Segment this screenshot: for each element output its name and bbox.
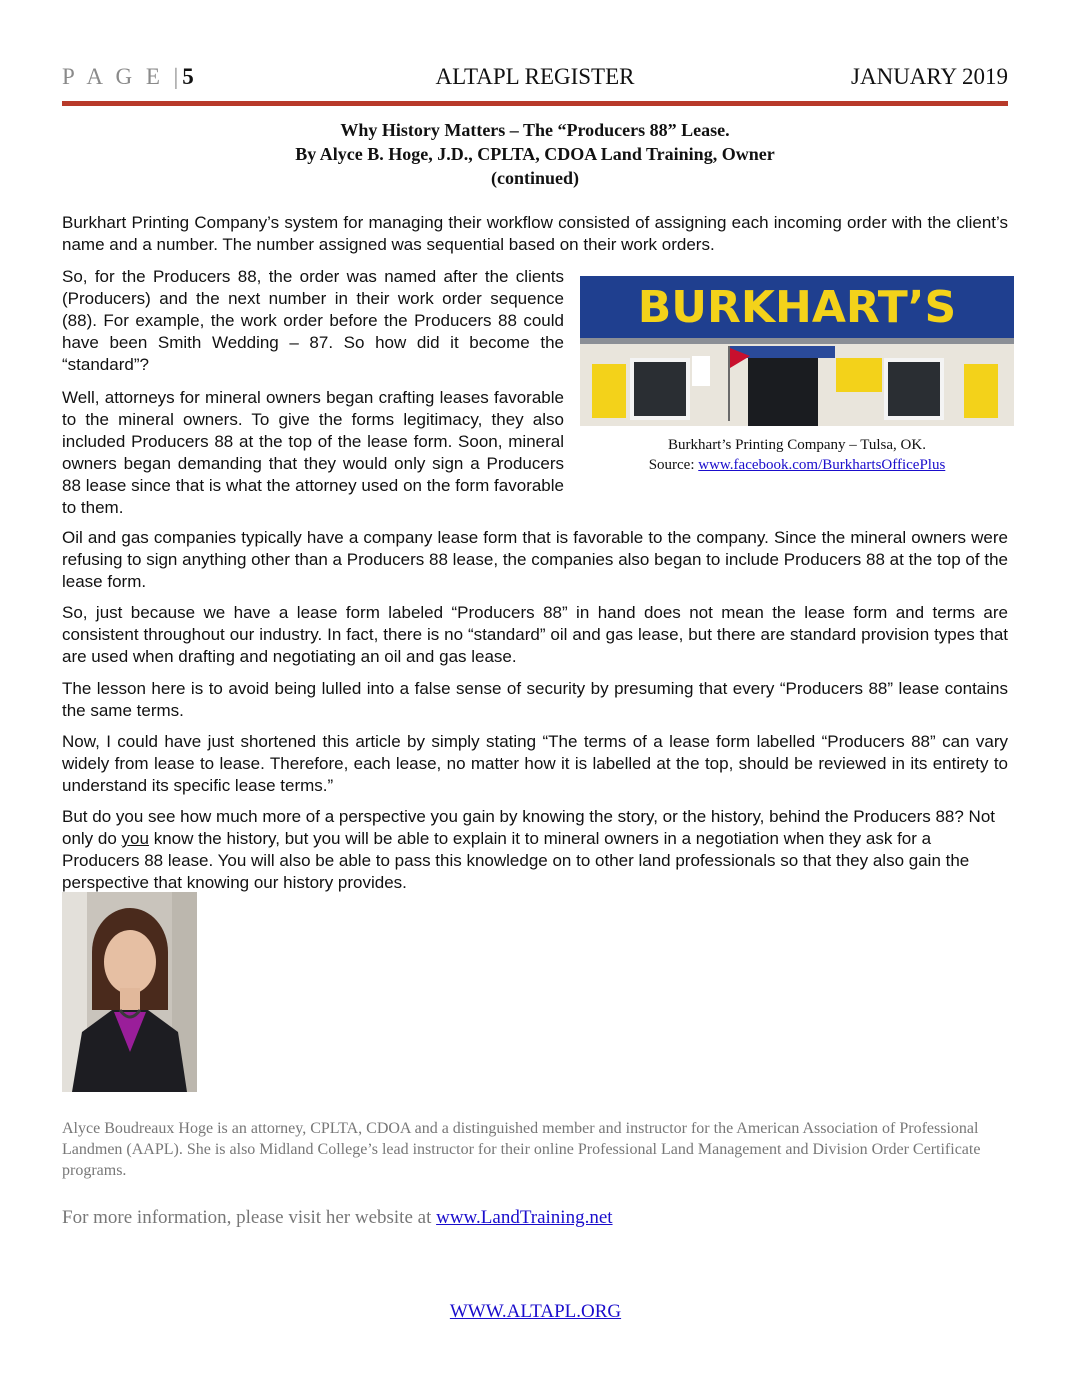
- article-title: [62, 118, 1008, 190]
- author-bio: Alyce Boudreaux Hoge is an attorney, CPLTA, CDOA and a distinguished member and instructor for the American Association of Professional Landmen (AAPL). She is also Midland College’s lead instructor for their online Professional Land Management and Division Order Certificate programs.: [62, 1120, 981, 1179]
- title-line-1: Why History Matters – The “Producers 88” Lease.: [340, 120, 730, 140]
- sign-text: BURKHART’S: [637, 282, 957, 333]
- paragraph-8-part-b: know the history, but you will be able to explain it to mineral owners in a negotiation when they ask for a Producers 88 lease. You will also be able to pass this knowledge on to other land professionals so that they also gain the perspective that knowing our history provides.: [62, 829, 970, 892]
- author-portrait-illustration: [62, 892, 197, 1092]
- caption-text: Burkhart’s Printing Company – Tulsa, OK.: [668, 437, 926, 453]
- title-byline: By Alyce B. Hoge, J.D., CPLTA, CDOA Land Training, Owner: [295, 144, 775, 164]
- figure-caption: [580, 435, 1014, 475]
- facebook-source-link[interactable]: www.facebook.com/BurkhartsOfficePlus: [698, 457, 946, 473]
- paragraph-3: Well, attorneys for mineral owners began crafting leases favorable to the mineral owners. To give the forms legitimacy, they also included Producers 88 at the top of the lease form. Soon, mineral owners began demanding that they would only sign a Producers 88 lease since that is what the attorney used on the form favorable to them.: [62, 388, 564, 517]
- paragraph-8-part-a: But do you see how much more of a perspective you gain by knowing the story, or the history, behind the Producers 88? Not only do: [62, 807, 995, 848]
- storefront-illustration: [580, 276, 1014, 426]
- caption-source: [580, 455, 1014, 475]
- paragraph-6: The lesson here is to avoid being lulled into a false sense of security by presuming that every “Producers 88” lease contains the same terms.: [62, 679, 1008, 720]
- more-info-label: For more information, please visit her website at: [62, 1207, 437, 1228]
- altapl-website-link[interactable]: WWW.ALTAPL.ORG: [449, 1301, 622, 1322]
- paragraph-4: Oil and gas companies typically have a company lease form that is favorable to the company. Since the mineral owners were refusing to sign anything other than a Producers 88 lease, the companies also began to include Producers 88 at the top of the lease form.: [62, 528, 1008, 591]
- author-portrait-photo: [62, 892, 197, 1092]
- header-rule: [62, 101, 1008, 106]
- paragraph-5: So, just because we have a lease form labeled “Producers 88” in hand does not mean the lease form and terms are consistent throughout our industry. In fact, there is no “standard” oil and gas lease, but there are standard provision types that are used when drafting and negotiating an oil and gas lease.: [62, 603, 1008, 666]
- issue-date: JANUARY 2019: [851, 64, 1008, 89]
- paragraph-7: Now, I could have just shortened this article by simply stating “The terms of a lease form labelled “Producers 88” can vary widely from lease to lease. Therefore, each lease, no matter how it is labelled at the top, should be reviewed in its entirety to understand its specific lease terms.”: [62, 732, 1008, 795]
- page-footer: [0, 1301, 1071, 1323]
- paragraph-8: [62, 806, 1008, 894]
- title-continued: (continued): [490, 168, 579, 188]
- paragraph-2: So, for the Producers 88, the order was named after the clients (Producers) and the next number in their work order sequence (88). For example, the work order before the Producers 88 could have been Smith Wedding – 87. So how did it become the “standard”?: [62, 267, 564, 374]
- paragraph-1: Burkhart Printing Company’s system for managing their workflow consisted of assigning each incoming order with the client’s name and a number. The number assigned was sequential based on their work orders.: [62, 213, 1008, 254]
- more-info-line: [62, 1207, 613, 1229]
- caption-source-label: Source:: [648, 457, 699, 473]
- page-label: P A G E |: [62, 64, 183, 89]
- publication-title: ALTAPL REGISTER: [435, 64, 635, 89]
- landtraining-website-link[interactable]: www.LandTraining.net: [436, 1207, 613, 1228]
- page-header: [62, 64, 1008, 94]
- burkharts-storefront-photo: [580, 276, 1014, 426]
- paragraph-8-underlined: you: [121, 829, 149, 848]
- page-number: 5: [182, 64, 194, 89]
